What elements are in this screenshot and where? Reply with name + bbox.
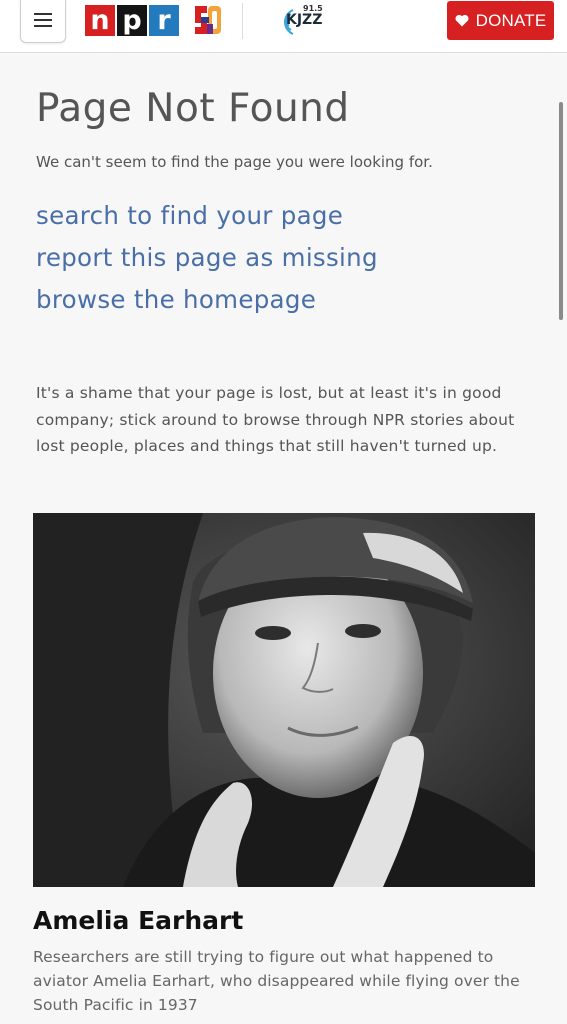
page-subtitle: We can't seem to find the page you were looking for. [36,153,433,171]
report-missing-link[interactable]: report this page as missing [36,243,378,272]
npr-50-logo [193,4,223,36]
npr-logo[interactable] [85,5,181,37]
station-frequency: 91.5 [303,4,323,13]
menu-button[interactable] [20,0,66,43]
npr-logo-p: p [117,5,147,36]
npr-logo-r: r [149,5,179,36]
search-link[interactable]: search to find your page [36,201,344,230]
story-image[interactable] [33,513,535,887]
station-name: KJZZ [286,12,323,28]
donate-label: DONATE [475,10,547,30]
donate-button[interactable] [447,1,554,40]
site-header [0,0,567,53]
story-title[interactable]: Amelia Earhart [33,906,244,935]
kjzz-logo[interactable] [271,4,333,38]
help-links [36,198,378,324]
npr-logo-n: n [85,5,115,36]
page-title: Page Not Found [36,86,350,131]
amelia-earhart-photo [33,513,535,887]
heart-icon [455,14,469,27]
page-scrollbar[interactable] [559,102,563,320]
story-teaser: Researchers are still trying to figure out what happened to aviator Amelia Earhart, who disappeared while flying over the South Pacific in 1937 [33,948,520,1014]
homepage-link[interactable]: browse the homepage [36,285,317,314]
header-divider [242,3,243,39]
intro-text: It's a shame that your page is lost, but at least it's in good company; stick around to browse through NPR stories about lost people, places and things that still haven't turned up. [36,384,515,455]
